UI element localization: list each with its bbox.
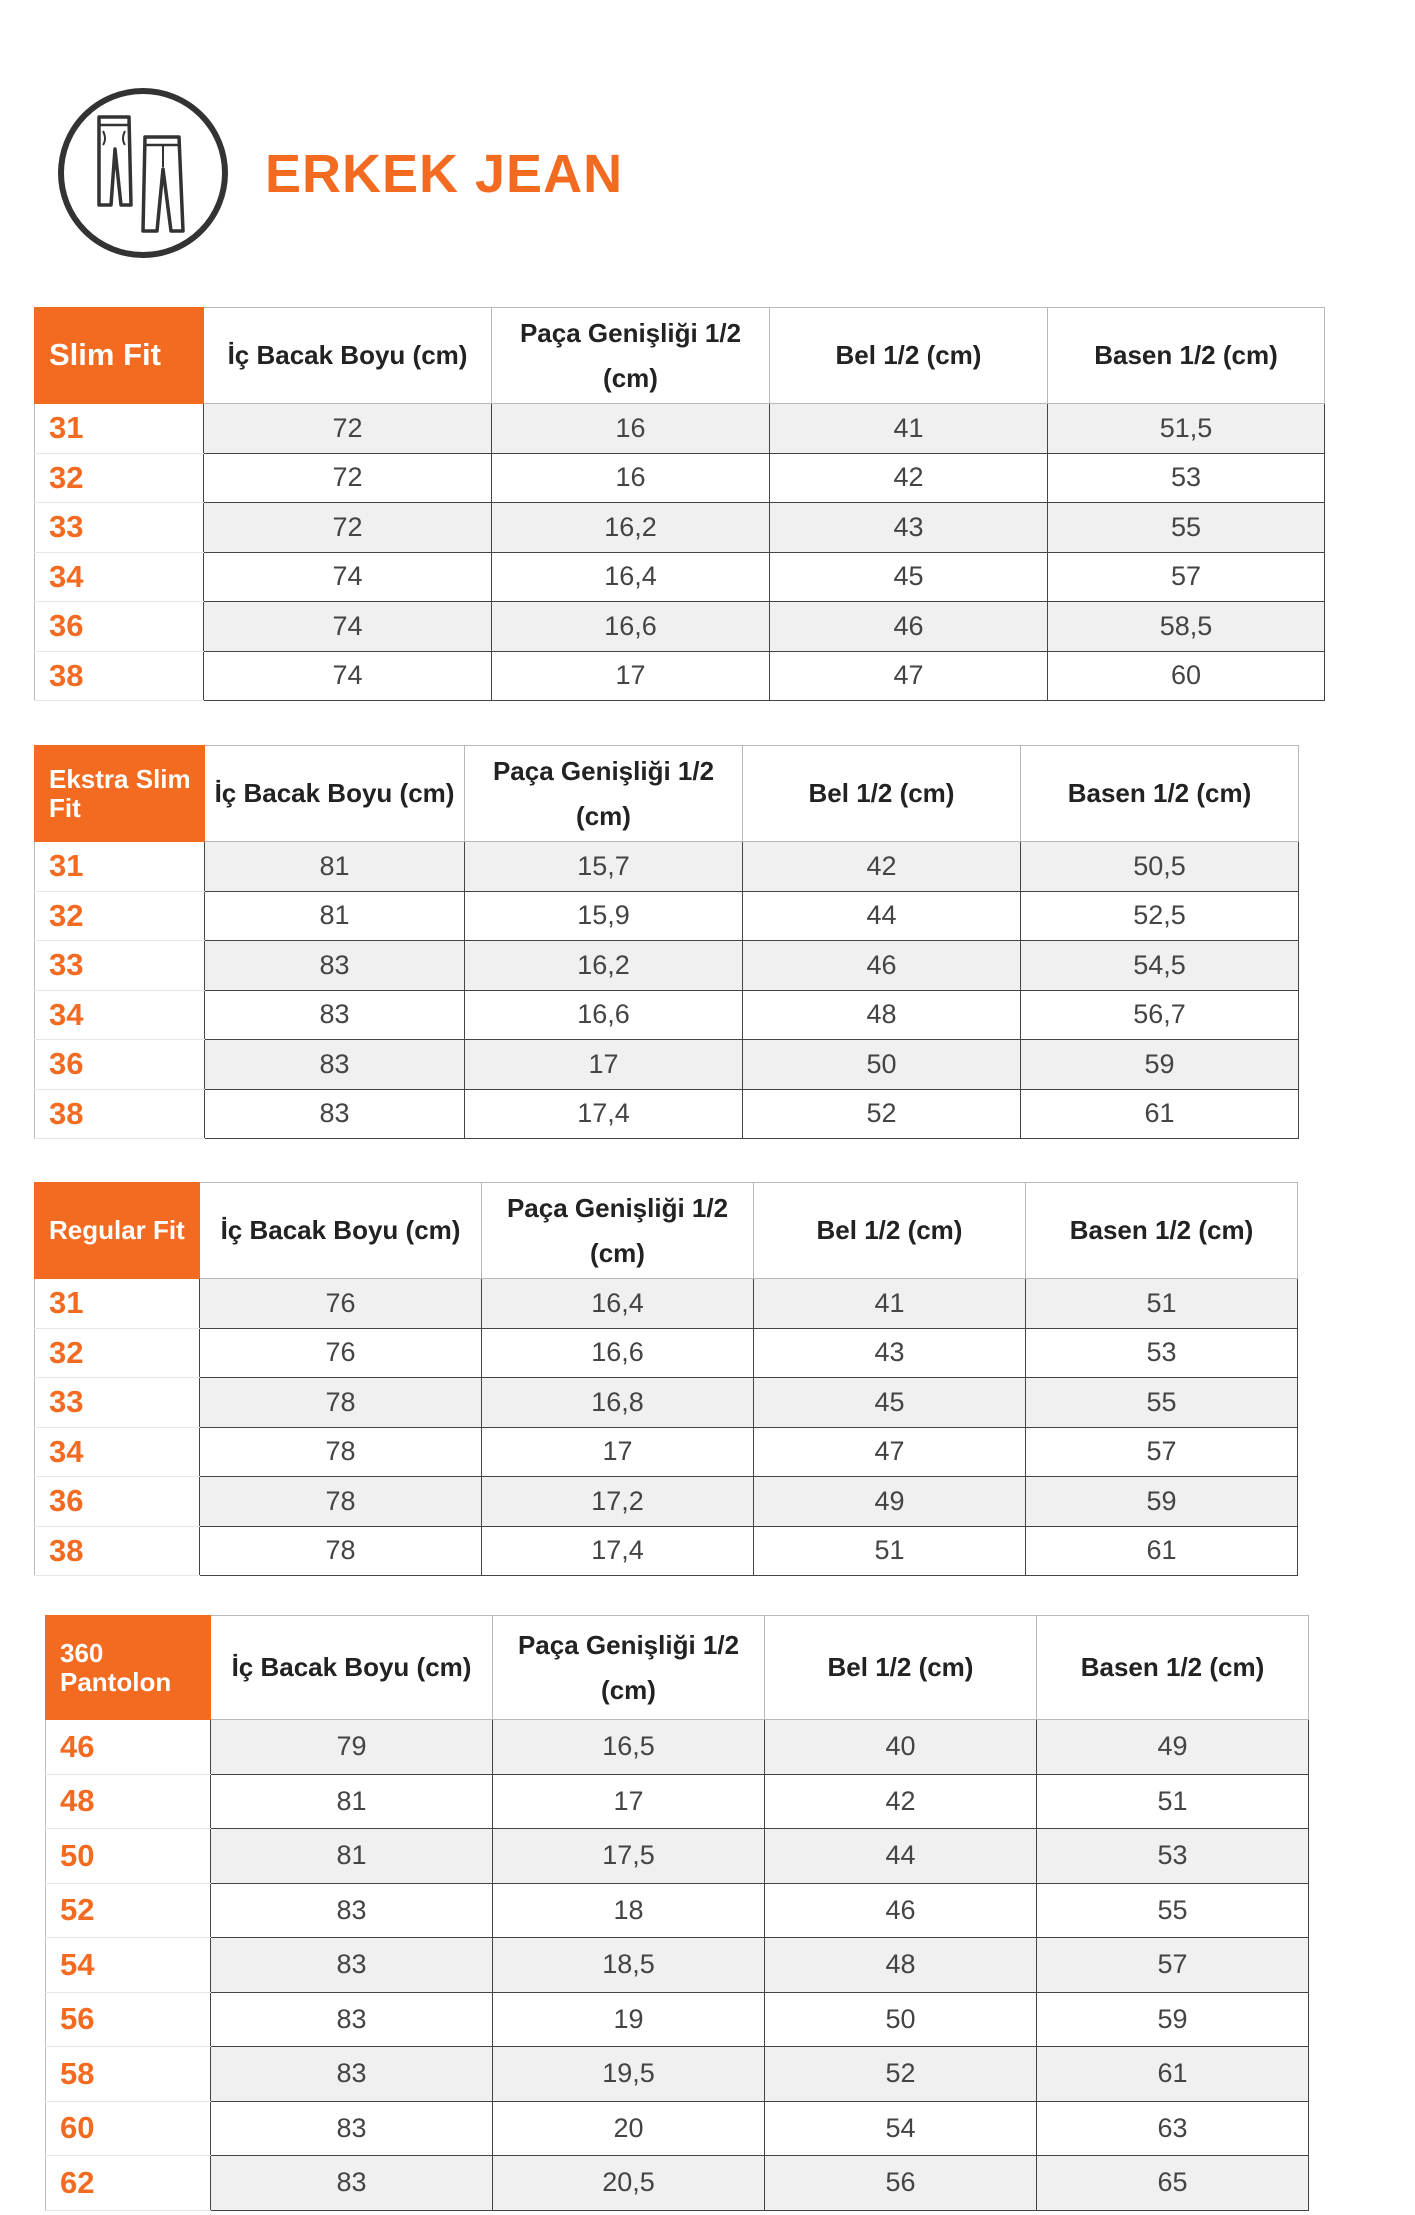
- measurement-cell: 18,5: [493, 1938, 765, 1993]
- fit-label: Regular Fit: [35, 1183, 200, 1279]
- fit-label: Ekstra Slim Fit: [35, 746, 205, 842]
- table-row: [46, 1938, 1309, 1993]
- measurement-cell: 46: [770, 602, 1048, 652]
- measurement-cell: 56: [765, 2156, 1037, 2211]
- measurement-cell: 81: [211, 1774, 493, 1829]
- column-header: Basen 1/2 (cm): [1026, 1183, 1298, 1279]
- measurement-cell: 16,6: [465, 990, 743, 1040]
- column-header: Bel 1/2 (cm): [765, 1616, 1037, 1720]
- measurement-cell: 83: [211, 2156, 493, 2211]
- size-label: 32: [35, 891, 205, 941]
- measurement-cell: 50,5: [1021, 842, 1299, 892]
- measurement-cell: 51: [1037, 1774, 1309, 1829]
- measurement-cell: 55: [1026, 1378, 1298, 1428]
- size-label: 31: [35, 842, 205, 892]
- measurement-cell: 17: [465, 1040, 743, 1090]
- size-label: 50: [46, 1829, 211, 1884]
- measurement-cell: 17: [493, 1774, 765, 1829]
- measurement-cell: 65: [1037, 2156, 1309, 2211]
- table-row: [35, 602, 1325, 652]
- column-header: Basen 1/2 (cm): [1037, 1616, 1309, 1720]
- measurement-cell: 45: [754, 1378, 1026, 1428]
- measurement-cell: 78: [200, 1526, 482, 1576]
- measurement-cell: 49: [1037, 1720, 1309, 1775]
- table-row: [35, 842, 1299, 892]
- page-header: [0, 0, 1415, 280]
- measurement-cell: 49: [754, 1477, 1026, 1527]
- measurement-cell: 54: [765, 2101, 1037, 2156]
- size-label: 54: [46, 1938, 211, 1993]
- measurement-cell: 83: [205, 990, 465, 1040]
- measurement-cell: 79: [211, 1720, 493, 1775]
- measurement-cell: 41: [754, 1279, 1026, 1329]
- measurement-cell: 50: [765, 1992, 1037, 2047]
- measurement-cell: 78: [200, 1427, 482, 1477]
- measurement-cell: 42: [743, 842, 1021, 892]
- table-row: [35, 503, 1325, 553]
- size-label: 31: [35, 1279, 200, 1329]
- table-row: [35, 453, 1325, 503]
- table-row: [35, 990, 1299, 1040]
- measurement-cell: 72: [204, 453, 492, 503]
- table-row: [35, 1526, 1298, 1576]
- measurement-cell: 16: [492, 404, 770, 454]
- measurement-cell: 58,5: [1048, 602, 1325, 652]
- table-row: [46, 2101, 1309, 2156]
- measurement-cell: 15,7: [465, 842, 743, 892]
- measurement-cell: 16,5: [493, 1720, 765, 1775]
- page-title: ERKEK JEAN: [265, 144, 624, 204]
- measurement-cell: 43: [770, 503, 1048, 553]
- measurement-cell: 83: [211, 2101, 493, 2156]
- table-row: [35, 651, 1325, 701]
- column-header: İç Bacak Boyu (cm): [205, 746, 465, 842]
- fit-label: 360 Pantolon: [46, 1616, 211, 1720]
- measurement-cell: 83: [205, 1089, 465, 1139]
- measurement-cell: 42: [770, 453, 1048, 503]
- column-header: İç Bacak Boyu (cm): [200, 1183, 482, 1279]
- measurement-cell: 17,2: [482, 1477, 754, 1527]
- jeans-icon: [57, 87, 229, 259]
- size-table: [34, 1182, 1298, 1576]
- measurement-cell: 16: [492, 453, 770, 503]
- size-label: 36: [35, 1040, 205, 1090]
- measurement-cell: 83: [205, 1040, 465, 1090]
- size-label: 48: [46, 1774, 211, 1829]
- measurement-cell: 42: [765, 1774, 1037, 1829]
- measurement-cell: 72: [204, 503, 492, 553]
- table-row: [35, 1378, 1298, 1428]
- measurement-cell: 53: [1026, 1328, 1298, 1378]
- table-row: [46, 1774, 1309, 1829]
- measurement-cell: 17: [482, 1427, 754, 1477]
- measurement-cell: 74: [204, 552, 492, 602]
- fit-label: Slim Fit: [35, 308, 204, 404]
- measurement-cell: 19,5: [493, 2047, 765, 2102]
- measurement-cell: 16,6: [492, 602, 770, 652]
- measurement-cell: 78: [200, 1477, 482, 1527]
- measurement-cell: 59: [1037, 1992, 1309, 2047]
- measurement-cell: 81: [205, 891, 465, 941]
- measurement-cell: 61: [1037, 2047, 1309, 2102]
- measurement-cell: 41: [770, 404, 1048, 454]
- size-label: 38: [35, 1526, 200, 1576]
- column-header: Bel 1/2 (cm): [743, 746, 1021, 842]
- table-row: [35, 1040, 1299, 1090]
- measurement-cell: 83: [211, 1992, 493, 2047]
- measurement-cell: 55: [1048, 503, 1325, 553]
- table-row: [46, 2047, 1309, 2102]
- measurement-cell: 56,7: [1021, 990, 1299, 1040]
- measurement-cell: 83: [211, 1883, 493, 1938]
- column-header: Basen 1/2 (cm): [1021, 746, 1299, 842]
- measurement-cell: 52: [743, 1089, 1021, 1139]
- measurement-cell: 74: [204, 602, 492, 652]
- size-label: 34: [35, 990, 205, 1040]
- size-label: 38: [35, 651, 204, 701]
- measurement-cell: 60: [1048, 651, 1325, 701]
- measurement-cell: 53: [1048, 453, 1325, 503]
- measurement-cell: 17,4: [482, 1526, 754, 1576]
- table-row: [35, 1279, 1298, 1329]
- size-label: 60: [46, 2101, 211, 2156]
- measurement-cell: 74: [204, 651, 492, 701]
- measurement-cell: 40: [765, 1720, 1037, 1775]
- table-row: [35, 552, 1325, 602]
- column-header: Bel 1/2 (cm): [770, 308, 1048, 404]
- measurement-cell: 17,5: [493, 1829, 765, 1884]
- measurement-cell: 19: [493, 1992, 765, 2047]
- measurement-cell: 15,9: [465, 891, 743, 941]
- measurement-cell: 83: [211, 1938, 493, 1993]
- measurement-cell: 52: [765, 2047, 1037, 2102]
- table-row: [35, 1328, 1298, 1378]
- size-label: 31: [35, 404, 204, 454]
- table-row: [35, 891, 1299, 941]
- measurement-cell: 16,2: [492, 503, 770, 553]
- table-row: [46, 1829, 1309, 1884]
- size-label: 58: [46, 2047, 211, 2102]
- measurement-cell: 51: [754, 1526, 1026, 1576]
- measurement-cell: 46: [765, 1883, 1037, 1938]
- measurement-cell: 48: [765, 1938, 1037, 1993]
- size-table: [34, 745, 1299, 1139]
- measurement-cell: 48: [743, 990, 1021, 1040]
- table-row: [46, 1720, 1309, 1775]
- table-row: [46, 1883, 1309, 1938]
- table-row: [46, 1992, 1309, 2047]
- size-label: 33: [35, 1378, 200, 1428]
- column-header: Paça Genişliği 1/2 (cm): [465, 746, 743, 842]
- table-row: [35, 1427, 1298, 1477]
- measurement-cell: 50: [743, 1040, 1021, 1090]
- size-label: 34: [35, 1427, 200, 1477]
- measurement-cell: 63: [1037, 2101, 1309, 2156]
- size-label: 33: [35, 503, 204, 553]
- measurement-cell: 16,8: [482, 1378, 754, 1428]
- size-label: 56: [46, 1992, 211, 2047]
- column-header: Paça Genişliği 1/2 (cm): [493, 1616, 765, 1720]
- size-label: 32: [35, 453, 204, 503]
- column-header: İç Bacak Boyu (cm): [211, 1616, 493, 1720]
- measurement-cell: 83: [205, 941, 465, 991]
- measurement-cell: 54,5: [1021, 941, 1299, 991]
- measurement-cell: 46: [743, 941, 1021, 991]
- measurement-cell: 57: [1026, 1427, 1298, 1477]
- table-row: [35, 1477, 1298, 1527]
- size-label: 52: [46, 1883, 211, 1938]
- measurement-cell: 55: [1037, 1883, 1309, 1938]
- measurement-cell: 16,6: [482, 1328, 754, 1378]
- size-label: 62: [46, 2156, 211, 2211]
- column-header: İç Bacak Boyu (cm): [204, 308, 492, 404]
- measurement-cell: 44: [765, 1829, 1037, 1884]
- measurement-cell: 45: [770, 552, 1048, 602]
- measurement-cell: 20: [493, 2101, 765, 2156]
- column-header: Paça Genişliği 1/2 (cm): [492, 308, 770, 404]
- measurement-cell: 57: [1048, 552, 1325, 602]
- size-label: 34: [35, 552, 204, 602]
- size-label: 33: [35, 941, 205, 991]
- measurement-cell: 76: [200, 1328, 482, 1378]
- size-label: 38: [35, 1089, 205, 1139]
- measurement-cell: 59: [1021, 1040, 1299, 1090]
- measurement-cell: 72: [204, 404, 492, 454]
- measurement-cell: 57: [1037, 1938, 1309, 1993]
- measurement-cell: 16,4: [492, 552, 770, 602]
- column-header: Paça Genişliği 1/2 (cm): [482, 1183, 754, 1279]
- measurement-cell: 61: [1021, 1089, 1299, 1139]
- table-row: [46, 2156, 1309, 2211]
- measurement-cell: 17,4: [465, 1089, 743, 1139]
- measurement-cell: 81: [205, 842, 465, 892]
- measurement-cell: 76: [200, 1279, 482, 1329]
- column-header: Bel 1/2 (cm): [754, 1183, 1026, 1279]
- measurement-cell: 53: [1037, 1829, 1309, 1884]
- size-label: 36: [35, 1477, 200, 1527]
- measurement-cell: 52,5: [1021, 891, 1299, 941]
- size-table: [45, 1615, 1309, 2211]
- measurement-cell: 16,4: [482, 1279, 754, 1329]
- table-row: [35, 941, 1299, 991]
- measurement-cell: 78: [200, 1378, 482, 1428]
- measurement-cell: 20,5: [493, 2156, 765, 2211]
- measurement-cell: 18: [493, 1883, 765, 1938]
- measurement-cell: 59: [1026, 1477, 1298, 1527]
- column-header: Basen 1/2 (cm): [1048, 308, 1325, 404]
- measurement-cell: 47: [754, 1427, 1026, 1477]
- measurement-cell: 16,2: [465, 941, 743, 991]
- measurement-cell: 61: [1026, 1526, 1298, 1576]
- size-label: 32: [35, 1328, 200, 1378]
- measurement-cell: 47: [770, 651, 1048, 701]
- measurement-cell: 83: [211, 2047, 493, 2102]
- table-row: [35, 1089, 1299, 1139]
- measurement-cell: 44: [743, 891, 1021, 941]
- measurement-cell: 17: [492, 651, 770, 701]
- size-label: 46: [46, 1720, 211, 1775]
- measurement-cell: 51,5: [1048, 404, 1325, 454]
- table-row: [35, 404, 1325, 454]
- measurement-cell: 43: [754, 1328, 1026, 1378]
- measurement-cell: 51: [1026, 1279, 1298, 1329]
- size-label: 36: [35, 602, 204, 652]
- size-table: [34, 307, 1325, 701]
- measurement-cell: 81: [211, 1829, 493, 1884]
